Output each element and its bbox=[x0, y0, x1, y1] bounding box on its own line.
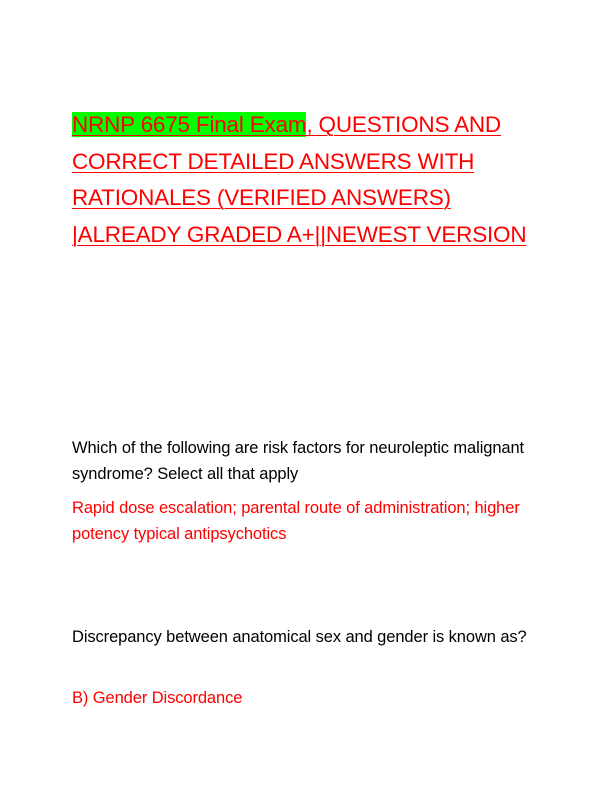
answer-2-text: B) Gender Discordance bbox=[72, 689, 243, 707]
question-2-text: Discrepancy between anatomical sex and gender is known as? bbox=[72, 628, 527, 646]
document-title bbox=[72, 107, 552, 253]
title-remaining-text: , QUESTIONS AND CORRECT DETAILED ANSWERS WITH RATIONALES (VERIFIED ANSWERS) |ALREADY GRADED A+||NEWEST VERSION bbox=[72, 112, 527, 247]
answer-1-text: Rapid dose escalation; parental route of administration; higher potency typical antipsychotics bbox=[72, 499, 520, 543]
question-1-text: Which of the following are risk factors for neuroleptic malignant syndrome? Select all that apply bbox=[72, 439, 525, 483]
title-highlighted-text: NRNP 6675 Final Exam bbox=[72, 112, 307, 137]
